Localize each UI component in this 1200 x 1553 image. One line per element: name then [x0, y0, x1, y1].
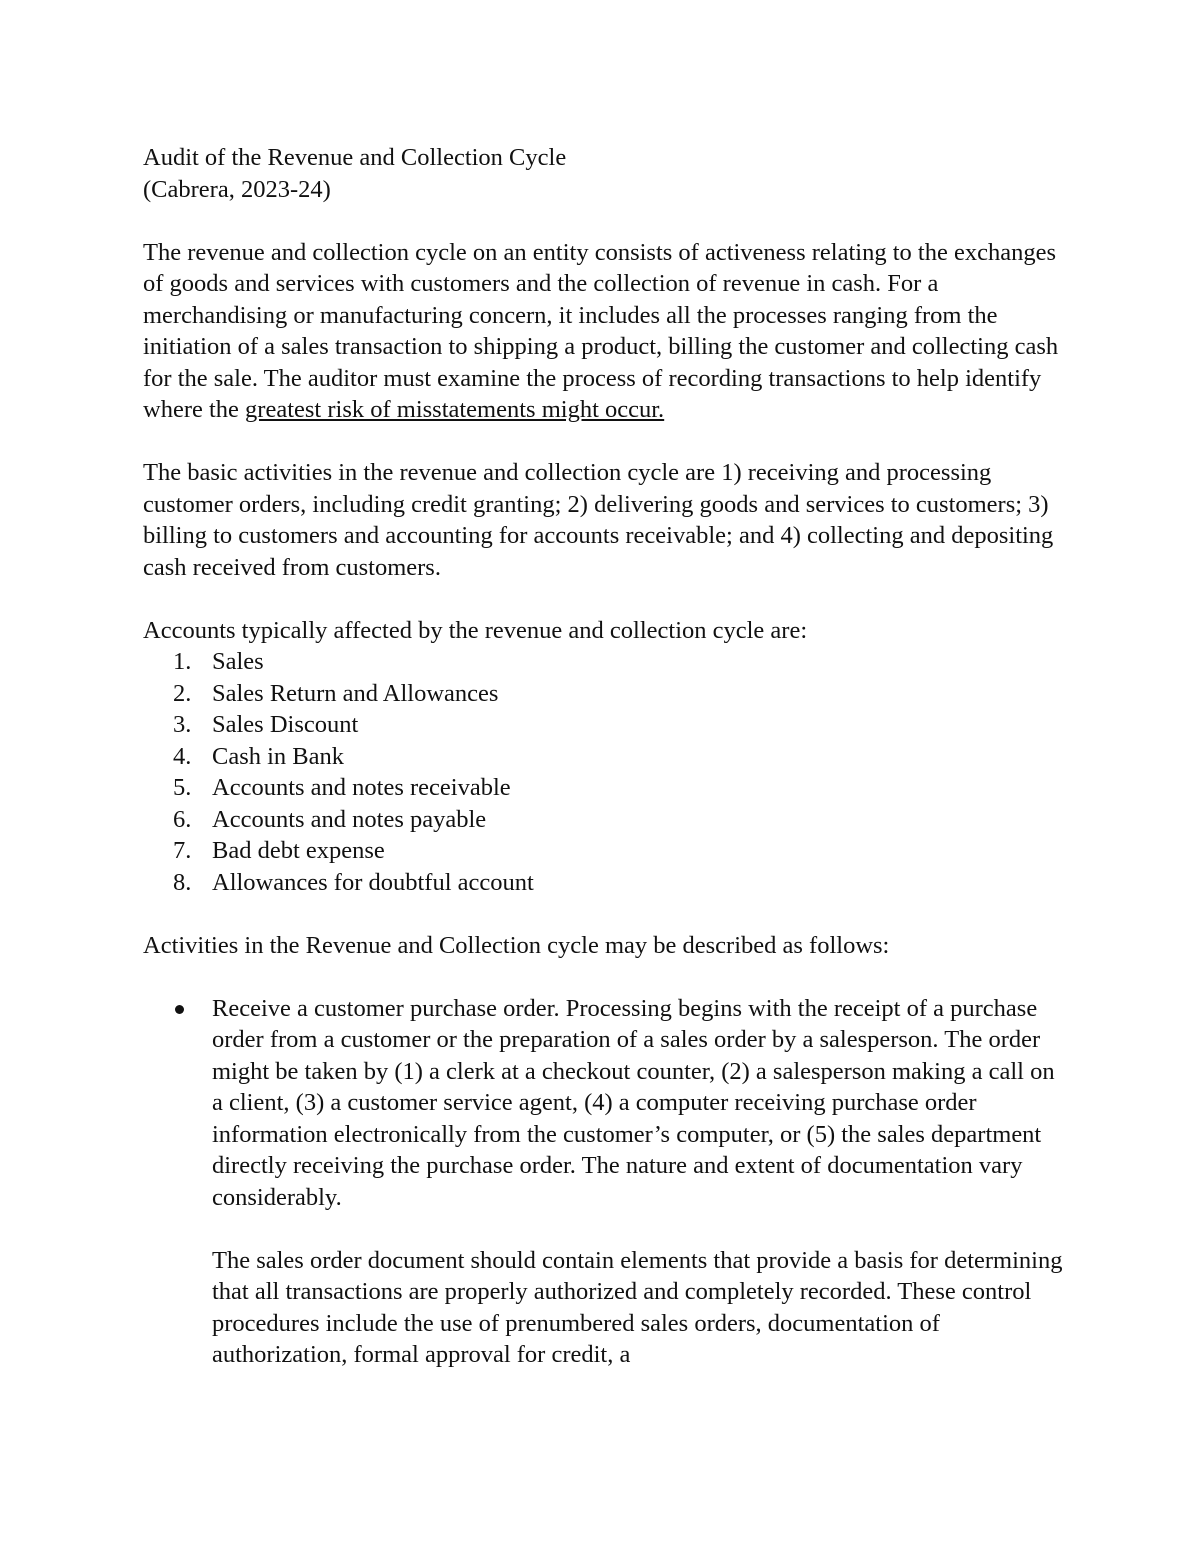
list-item-label: Sales Return and Allowances [212, 679, 499, 707]
list-number: 3. [173, 711, 192, 738]
sales-order-paragraph: The sales order document should contain elements that provide a basis for determining that all transactions are properly authorized and completely recorded. These control procedures include the use of prenumbered sales orders, documentation of authorization, formal approval for credit, a [212, 1246, 1063, 1368]
spacer [143, 426, 1063, 458]
list-item [143, 678, 1063, 710]
list-item-text: Receive a customer purchase order. Processing begins with the receipt of a purchase order from a customer or the preparation of a sales order by a salesperson. The order might be taken by (1) a clerk at a checkout counter, (2) a salesperson making a call on a client, (3) a customer service agent, (4) a computer receiving purchase order information electronically from the customer’s computer, or (5) the sales department directly receiving the purchase order. The nature and extent of documentation vary considerably. [212, 994, 1055, 1211]
intro-text: The revenue and collection cycle on an entity consists of activeness relating to the exchanges of goods and services with customers and the collection of revenue in cash. For a merchandising or manufacturing concern, it includes all the processes ranging from the initiation of a sales transaction to shipping a product, billing the customer and collecting cash for the sale. The auditor must examine the process of recording transactions to help identify where the [143, 238, 1059, 423]
list-item-label: Cash in Bank [212, 742, 345, 770]
accounts-heading: Accounts typically affected by the revenue and collection cycle are: [143, 616, 808, 644]
list-item-label: Accounts and notes payable [212, 805, 487, 833]
spacer [143, 1213, 1063, 1245]
list-item-label: Sales Discount [212, 711, 359, 738]
list-item [143, 867, 1063, 899]
list-item-label: Allowances for doubtful account [212, 868, 534, 896]
list-item [143, 835, 1063, 867]
list-item-label: Sales [212, 648, 264, 675]
activities-list [143, 993, 1063, 1214]
list-item [143, 741, 1063, 773]
spacer [143, 205, 1063, 237]
document-subtitle: (Cabrera, 2023-24) [143, 175, 331, 203]
list-number: 2. [173, 679, 192, 707]
bullet-icon [175, 1005, 184, 1014]
list-item [143, 804, 1063, 836]
spacer [143, 898, 1063, 930]
list-item [143, 646, 1063, 678]
list-number: 5. [173, 774, 192, 801]
accounts-list [143, 646, 1063, 898]
spacer [143, 961, 1063, 993]
list-item [143, 772, 1063, 804]
document-title: Audit of the Revenue and Collection Cycle [143, 144, 567, 171]
intro-underlined-text: greatest risk of misstatements might occur. [245, 396, 665, 423]
list-number: 7. [173, 837, 192, 864]
intro-paragraph [143, 237, 1063, 426]
list-item [143, 709, 1063, 741]
spacer [143, 583, 1063, 615]
list-item [143, 993, 1063, 1214]
document-page [143, 142, 1063, 1371]
list-number: 1. [173, 648, 192, 675]
list-item-label: Accounts and notes receivable [212, 774, 511, 801]
list-number: 8. [173, 868, 192, 896]
basic-activities-paragraph: The basic activities in the revenue and collection cycle are 1) receiving and processing customer orders, including credit granting; 2) delivering goods and services to customers; 3) billing to customers and accounting for accounts receivable; and 4) collecting and depositing cash received from customers. [143, 459, 1054, 581]
activities-heading: Activities in the Revenue and Collection cycle may be described as follows: [143, 931, 890, 959]
list-number: 6. [173, 805, 192, 833]
list-number: 4. [173, 742, 192, 770]
list-item-label: Bad debt expense [212, 837, 385, 864]
